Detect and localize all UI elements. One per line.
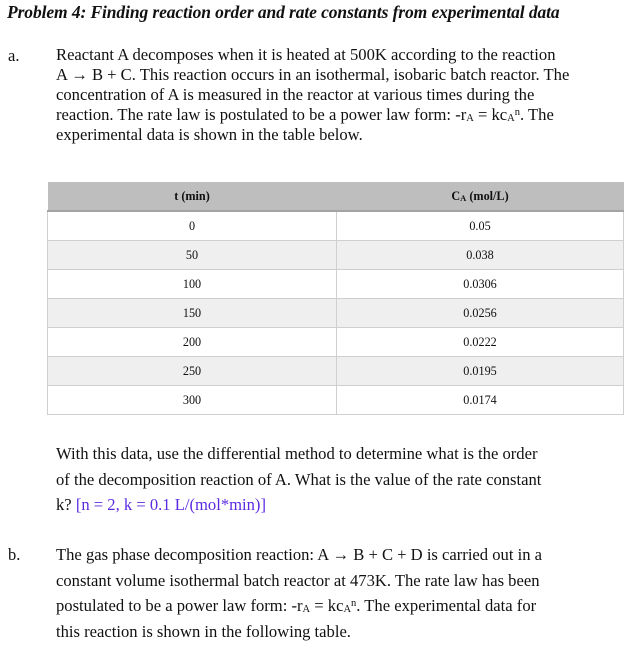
table-header-row <box>48 182 624 211</box>
text-line: Reactant A decomposes when it is heated at 500K according to the reaction <box>56 45 556 64</box>
text-line: A → B + C. This reaction occurs in an isothermal, isobaric batch reactor. The <box>56 65 570 84</box>
cell-time: 50 <box>48 241 337 270</box>
rate-law-line: reaction. The rate law is postulated to be a power law form: -rA = kcA$^n$. The <box>56 105 554 124</box>
cell-concentration: 0.0306 <box>337 270 624 299</box>
header-concentration: CA (mol/L) <box>337 182 624 211</box>
answer-line: k? [n = 2, k = 0.1 L/(mol*min)] <box>56 495 266 514</box>
part-b-label: b. <box>8 545 21 564</box>
cell-concentration: 0.0174 <box>337 386 624 415</box>
cell-concentration: 0.05 <box>337 211 624 241</box>
answer-text: [n = 2, k = 0.1 L/(mol*min)] <box>75 495 266 514</box>
text-line: concentration of A is measured in the reactor at various times during the <box>56 85 535 104</box>
table-row <box>48 211 624 241</box>
cell-time: 300 <box>48 386 337 415</box>
text-line: constant volume isothermal batch reactor at 473K. The rate law has been <box>56 570 540 590</box>
cell-time: 150 <box>48 299 337 328</box>
part-b-description <box>56 542 616 644</box>
cell-concentration: 0.0256 <box>337 299 624 328</box>
header-time: t (min) <box>48 182 337 211</box>
table-row <box>48 357 624 386</box>
problem-title: Problem 4: Finding reaction order and rate constants from experimental data <box>7 2 560 22</box>
text-line: of the decomposition reaction of A. What is the value of the rate constant <box>56 469 542 489</box>
text-line: The gas phase decomposition reaction: A → B + C + D is carried out in a <box>56 545 543 564</box>
table-row <box>48 328 624 357</box>
cell-time: 100 <box>48 270 337 299</box>
cell-concentration: 0.0222 <box>337 328 624 357</box>
table-row <box>48 270 624 299</box>
table-row <box>48 241 624 270</box>
part-a-label: a. <box>8 46 20 65</box>
table-row <box>48 386 624 415</box>
text-line: this reaction is shown in the following table. <box>56 621 351 641</box>
rate-law-line: postulated to be a power law form: -rA = kcA$^n$. The experimental data for <box>56 596 537 615</box>
cell-time: 200 <box>48 328 337 357</box>
part-a-question <box>56 441 616 518</box>
text-line: experimental data is shown in the table below. <box>56 125 363 144</box>
concentration-data-table <box>47 182 624 415</box>
part-a-description <box>56 45 616 145</box>
text-line: With this data, use the differential method to determine what is the order <box>56 444 538 463</box>
cell-concentration: 0.038 <box>337 241 624 270</box>
cell-time: 0 <box>48 211 337 241</box>
cell-time: 250 <box>48 357 337 386</box>
cell-concentration: 0.0195 <box>337 357 624 386</box>
table-row <box>48 299 624 328</box>
